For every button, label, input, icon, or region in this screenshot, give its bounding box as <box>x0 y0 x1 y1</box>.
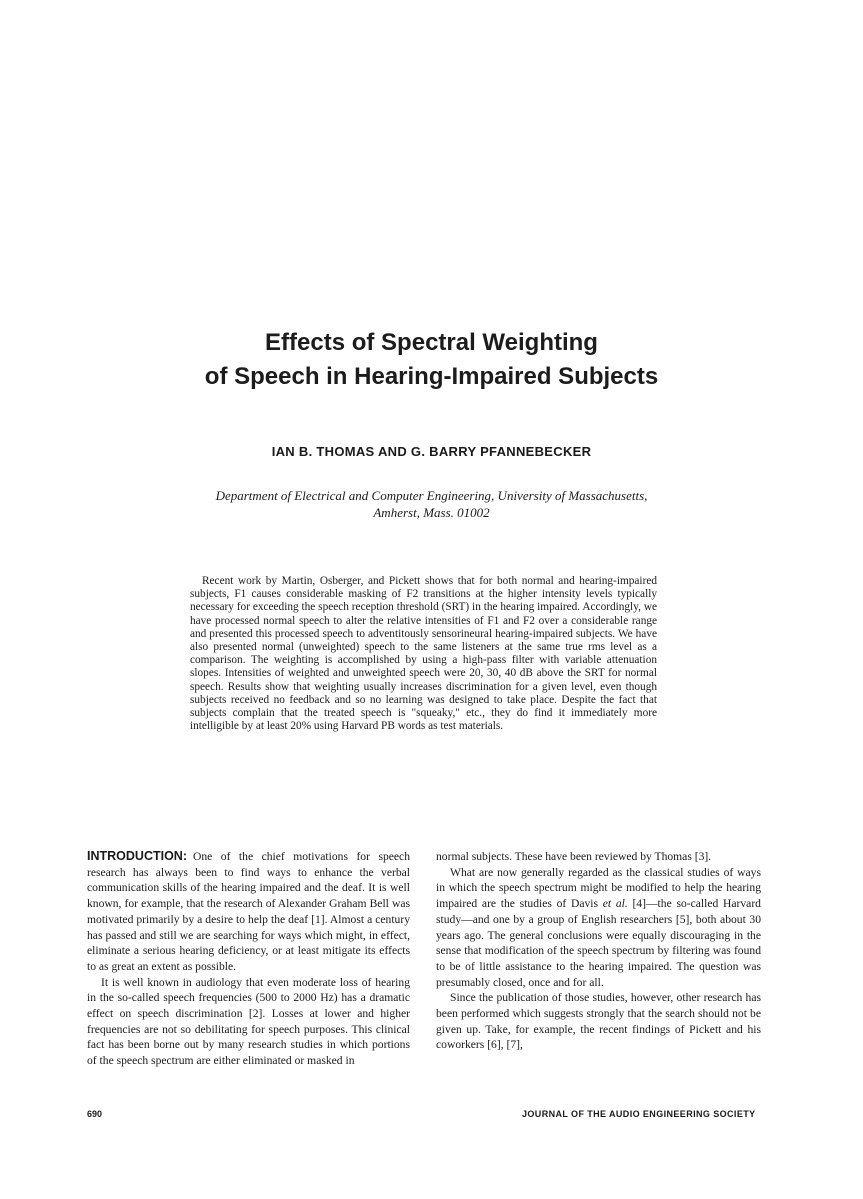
title-line-1: Effects of Spectral Weighting <box>265 329 598 356</box>
et-al: et al. <box>602 897 628 911</box>
paragraph-text: What are now generally regarded as the classical studies of ways in which the speech spectrum might be modified to help the hearing impaired are the studies of Davis <box>436 865 761 911</box>
left-column <box>87 849 410 1069</box>
body-paragraph: normal subjects. These have been reviewed by Thomas [3]. <box>436 850 712 863</box>
intro-heading: INTRODUCTION: <box>87 849 187 863</box>
body-paragraph: It is well known in audiology that even moderate loss of hearing in the so-called speech frequencies (500 to 2000 Hz) has a dramatic effect on speech discrimination [2]. Losses at lower and higher frequencies are not so debilitating for speech purposes. This clinical fact has been borne out by many research studies in which portions of the speech spectrum are either eliminated or masked in <box>87 975 410 1068</box>
body-paragraph: Since the publication of those studies, however, other research has been performed which suggests strongly that the search should not be given up. Take, for example, the recent findings of Pickett and his coworkers [6], [7], <box>436 991 761 1052</box>
authors: IAN B. THOMAS AND G. BARRY PFANNEBECKER <box>271 444 592 459</box>
intro-paragraph <box>87 849 410 975</box>
paper-title <box>0 326 863 394</box>
body-paragraph <box>436 865 761 991</box>
page-number: 690 <box>87 1109 103 1119</box>
paragraph-text: [4]—the so-called Harvard study—and one by a group of English researchers [5], both about 30 years ago. The general conclusions were equally discouraging in the sense that modification of the speech spectrum by filtering was found to be of little assistance to the hearing impaired. The question was presumably closed, once and for all. <box>436 897 761 989</box>
right-column <box>436 849 761 1053</box>
title-line-2: of Speech in Hearing-Impaired Subjects <box>204 363 659 390</box>
affiliation-line-1: Department of Electrical and Computer Engineering, University of Massachusetts, <box>215 488 648 503</box>
journal-name: JOURNAL OF THE AUDIO ENGINEERING SOCIETY <box>522 1109 756 1119</box>
affiliation-line-2: Amherst, Mass. 01002 <box>373 505 490 520</box>
affiliation <box>0 487 863 521</box>
abstract: Recent work by Martin, Osberger, and Pickett shows that for both normal and hearing-impaired subjects, F1 causes considerable masking of F2 transitions at the higher intensity levels typically necessary for exceeding the speech reception threshold (SRT) in the hearing impaired. Accordingly, we have processed normal speech to alter the relative intensities of F1 and F2 over a considerable range and presented this processed speech to adventitously sensorineural hearing-impaired subjects. We have also presented normal (unweighted) speech to the same listeners at the same true rms level as a comparison. The weighting is accomplished by using a high-pass filter with variable attenuation slopes. Intensities of weighted and unweighted speech were 20, 30, 40 dB above the SRT for normal speech. Results show that weighting usually increases discrimination for a given level, even though subjects received no feedback and so no learning was designed to take place. Despite the fact that subjects complain that the treated speech is "squeaky," etc., they do find it immediately more intelligible by at least 20% using Harvard PB words as test materials. <box>190 575 657 733</box>
intro-text: One of the chief motivations for speech research has always been to find ways to enhance the verbal communication skills of the hearing impaired and the deaf. It is well known, for example, that the research of Alexander Graham Bell was motivated primarily by a desire to help the deaf [1]. Almost a century has passed and still we are searching for ways which might, in effect, eliminate a serious hearing deficiency, or at least mitigate its effects to as great an extent as possible. <box>87 850 410 973</box>
